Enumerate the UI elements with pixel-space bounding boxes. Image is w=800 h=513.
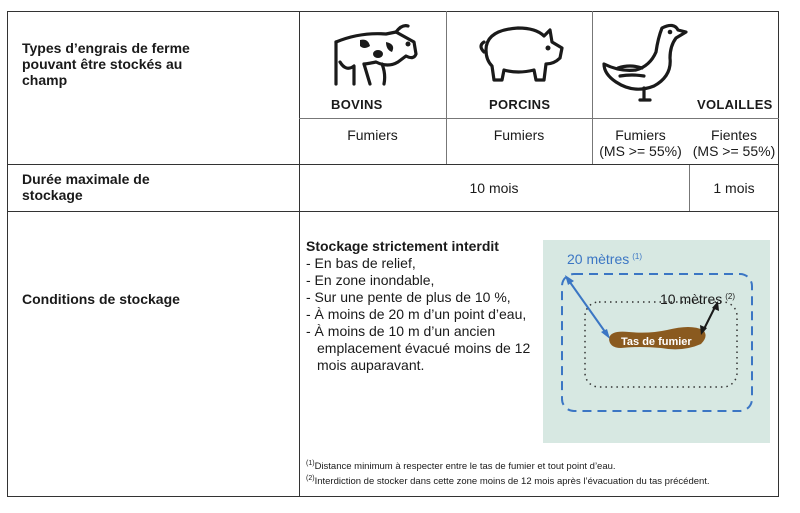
animal-name-bovins: BOVINS — [331, 97, 383, 112]
footnote-2-ref: (2) — [306, 475, 315, 483]
fertilizer-types-label: Types d’engrais de ferme pouvant être stockés au champ — [22, 40, 190, 88]
fertilizer-volailles-fumiers-line2: (MS >= 55%) — [599, 143, 682, 159]
fertilizer-volailles-fumiers-line1: Fumiers — [615, 127, 666, 143]
conditions-item: - En zone inondable, — [306, 272, 435, 288]
duration-value-fientes: 1 mois — [713, 180, 755, 196]
footnote-1 — [306, 458, 776, 473]
conditions-item: - En bas de relief, — [306, 255, 416, 271]
footnote-1-text: Distance minimum à respecter entre le tas de fumier et tout point d’eau. — [314, 461, 616, 473]
conditions-list — [306, 255, 538, 374]
conditions-label: Conditions de stockage — [22, 291, 180, 307]
fertilizer-porcins-line1: Fumiers — [493, 127, 545, 143]
fertilizer-volailles-fientes — [689, 127, 779, 159]
heap-label: Tas de fumier — [621, 336, 692, 348]
animal-name-porcins: PORCINS — [489, 97, 551, 112]
fertilizer-volailles-fientes-line2: (MS >= 55%) — [692, 143, 776, 159]
footnote-2-text: Interdiction de stocker dans cette zone moins de 12 mois après l’évacuation du tas précédent. — [314, 476, 710, 488]
outer-distance-label-text: 20 mètres — [567, 251, 630, 267]
fertilizer-porcins — [446, 127, 592, 143]
conditions-text — [306, 238, 538, 374]
pig-icon — [474, 22, 566, 88]
fertilizer-bovins-line1: Fumiers — [347, 127, 398, 143]
duration-value-main: 10 mois — [469, 180, 519, 196]
inner-distance-label-text: 10 mètres — [660, 291, 723, 307]
footnote-2 — [306, 473, 776, 488]
footnotes — [306, 458, 776, 488]
fertilizer-volailles-fientes-line1: Fientes — [711, 127, 757, 143]
conditions-item: - À moins de 20 m d’un point d’eau, — [306, 306, 527, 322]
conditions-title: Stockage strictement interdit — [306, 238, 499, 254]
distance-diagram — [543, 240, 770, 443]
animal-name-volailles: VOLAILLES — [697, 97, 773, 112]
row-divider — [7, 164, 779, 165]
duck-icon — [600, 20, 690, 110]
footnote-1-ref: (1) — [306, 460, 315, 467]
row-divider — [7, 211, 779, 212]
fertilizer-volailles-fumiers — [592, 127, 689, 159]
column-divider — [299, 11, 300, 497]
distance-diagram-svg — [543, 240, 770, 443]
row-divider — [299, 118, 779, 119]
outer-distance-ref: (1) — [632, 252, 643, 261]
conditions-item: - Sur une pente de plus de 10 %, — [306, 289, 511, 305]
inner-distance-ref: (2) — [725, 292, 736, 301]
duration-label: Durée maximale de stockage — [22, 171, 150, 203]
cow-icon — [330, 20, 420, 92]
conditions-item: - À moins de 10 m d’un ancien emplacement évacué moins de 12 mois auparavant. — [306, 323, 531, 373]
fertilizer-bovins — [299, 127, 446, 143]
